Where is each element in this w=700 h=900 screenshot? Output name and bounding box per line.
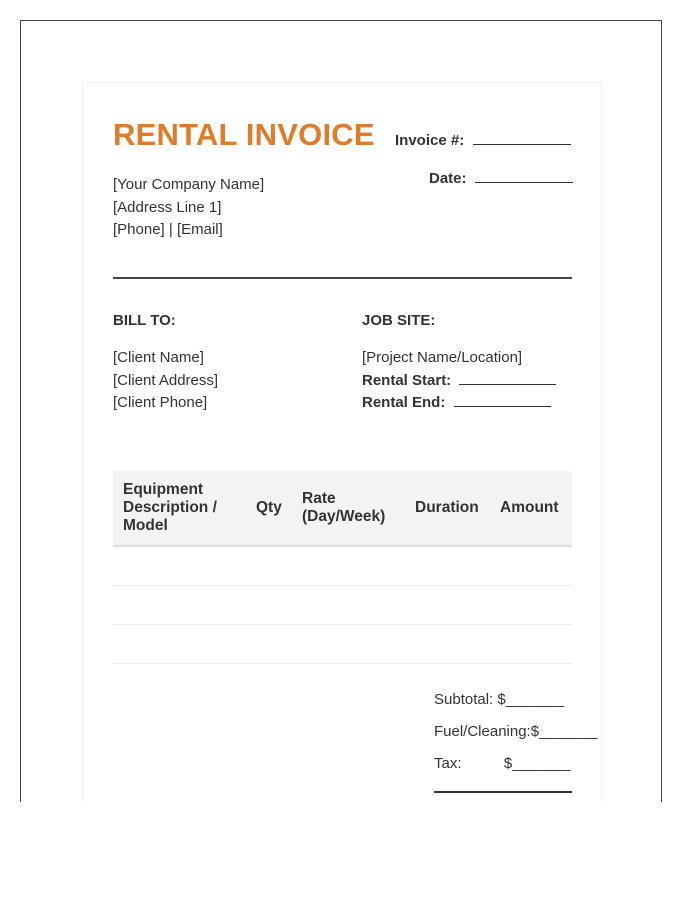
bill-to-info (113, 347, 218, 415)
job-site-info (362, 347, 556, 415)
invoice-title: RENTAL INVOICE (113, 117, 375, 152)
col-description-line3: Model (123, 517, 168, 534)
rental-end-label: Rental End: (362, 394, 446, 411)
equipment-table-header (113, 471, 572, 547)
table-row (113, 585, 572, 586)
rental-end-blank[interactable] (454, 393, 551, 407)
col-amount: Amount (500, 499, 559, 516)
invoice-number-field (395, 131, 571, 150)
project-location: [Project Name/Location] (362, 349, 523, 366)
company-name: [Your Company Name] (113, 176, 265, 193)
table-row (113, 663, 572, 664)
date-blank[interactable] (475, 169, 573, 183)
col-description (123, 481, 217, 535)
table-row (113, 624, 572, 625)
company-address: [Address Line 1] (113, 198, 222, 216)
invoice-number-blank[interactable] (473, 131, 571, 145)
company-info (113, 174, 264, 242)
tax-value: $_______ (503, 755, 571, 772)
job-site-heading: JOB SITE: (362, 312, 436, 329)
date-field (429, 169, 573, 188)
rental-start-field (362, 370, 556, 393)
client-phone: [Client Phone] (113, 394, 208, 411)
header-divider (113, 277, 572, 279)
tax-label: Tax: (434, 755, 462, 772)
subtotal-line: Subtotal: $_______ (434, 691, 565, 708)
client-address: [Client Address] (113, 371, 219, 389)
date-label: Date: (429, 170, 467, 187)
company-contact: [Phone] | [Email] (113, 221, 223, 238)
invoice-number-label: Invoice #: (395, 132, 465, 149)
page-frame (20, 20, 662, 802)
col-description-line2: Description / (123, 499, 217, 516)
totals-divider (434, 791, 572, 793)
tax-line (434, 755, 571, 772)
col-description-line1: Equipment (123, 481, 204, 498)
col-rate-line1: Rate (302, 490, 336, 507)
rental-end-field (362, 392, 556, 415)
fuel-cleaning-line: Fuel/Cleaning:$_______ (434, 723, 598, 740)
col-duration: Duration (415, 499, 479, 516)
rental-start-blank[interactable] (459, 371, 556, 385)
col-rate-line2: (Day/Week) (302, 508, 386, 525)
bill-to-heading: BILL TO: (113, 312, 176, 329)
rental-start-label: Rental Start: (362, 371, 452, 389)
col-qty: Qty (256, 499, 282, 516)
client-name: [Client Name] (113, 349, 204, 366)
col-rate (302, 490, 385, 526)
invoice-document (82, 82, 602, 802)
